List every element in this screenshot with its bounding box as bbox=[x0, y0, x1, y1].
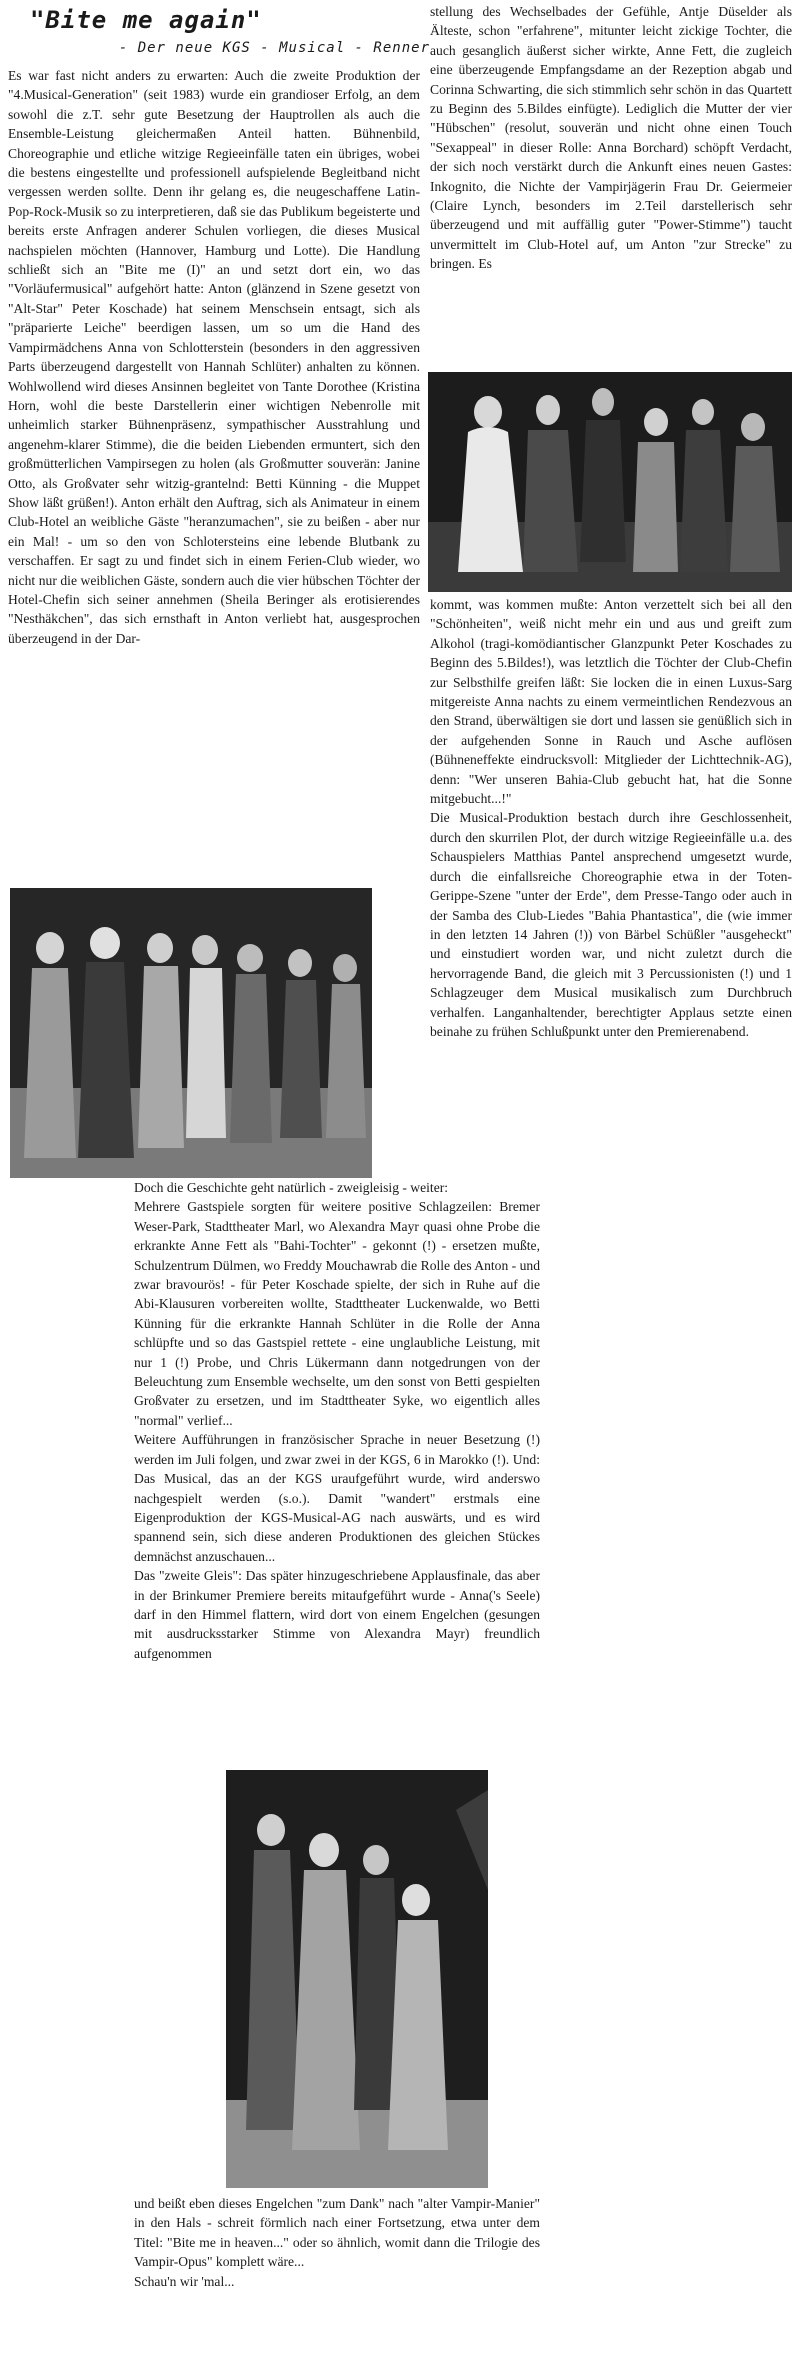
paragraph: Schau'n wir 'mal... bbox=[134, 2273, 235, 2289]
text-column-2 bbox=[430, 2, 792, 368]
paragraph: Mehrere Gastspiele sorgten für weitere positive Schlagzeilen: Bremer Weser-Park, Stadttheater Marl, wo Alexandra Mayr quasi ohne Probe die erkrankte Anne Fett als "Bahi-Tochter" - gekonnt (!) - ersetzen mußte, Schulzentrum Dülmen, wo Freddy Mouchawrab die Rolle des Anton - und zwar bravourös! - für Peter Koschade spielte, der sich in Ruhe auf die Abi-Klausuren vorbereiten wollte, Stadttheater Luckenwalde, wo Betti Künning für die erkrankte Hannah Schlüter in die Rolle der Anna schlüpfte und so das Gastspiel rettete - eine unglaubliche Leistung, mit nur 1 (!) Probe, und Chris Lükermann dann notgedrungen von der Beleuchtung zum Ensemble wechselte, um den sonst von Betti gespielten Großvater zu ersetzen, und im Stadttheater Syke, wo eigentlich alles "normal" verlief... bbox=[134, 1199, 540, 1428]
text-column-1 bbox=[8, 66, 420, 886]
text-column-5 bbox=[134, 2194, 540, 2359]
text-column-3 bbox=[430, 595, 792, 1175]
paragraph: Das "zweite Gleis": Das später hinzugeschriebene Applausfinale, das aber in der Brinkumer Premiere bereits mitaufgeführt wurde - Anna('s Seele) darf in den Himmel flattern, wird dort von einem Engelchen (gesungen mit ausdrucksstarker Stimme von Alexandra Mayr) freundlich aufgenommen bbox=[134, 1568, 540, 1661]
stage-photo-angel-finale bbox=[226, 1770, 488, 2188]
text-column-4 bbox=[134, 1178, 540, 1758]
paragraph: kommt, was kommen mußte: Anton verzettelt sich bei all den "Schönheiten", weiß nicht mehr ein und aus und greift zum Alkohol (tragi-komödiantischer Glanzpunkt Peter Koschades zu Beginn des 5.Bildes!), was letztlich die Töchter der Club-Chefin zur Selbsthilfe greifen läßt: Sie locken die in einen Luxus-Sarg mitgereiste Anna nachts zu einem vermeintlichen Rendezvous an den Strand, überwältigen sie dort und lassen sie genüßlich sich in der aufgehenden Sonne in Rauch und Asche auflösen (Bühneneffekte eindrucksvoll: Mitglieder der Lichttechnik-AG), denn: "Wer unseren Bahia-Club gebucht hat, hat die Sonne mitgebucht...!" bbox=[430, 597, 792, 807]
stage-photo-ensemble bbox=[428, 372, 792, 592]
paragraph: Weitere Aufführungen in französischer Sprache in neuer Besetzung (!) werden im Juli folgen, und zwar zwei in der KGS, 6 in Marokko (!). Und: Das Musical, das an der KGS uraufgeführt wurde, wird anderswo nachgespielt werden (s.o.). Damit "wandert" erstmals eine Eigenproduktion der KGS-Musical-AG nach auswärts, und es wird spannend sein, sich diese anderen Produktionen des gleichen Stückes demnächst anzuschauen... bbox=[134, 1432, 540, 1564]
paragraph: und beißt eben dieses Engelchen "zum Dank" nach "alter Vampir-Manier" in den Hals - schreit förmlich nach einer Fortsetzung, etwa unter dem Titel: "Bite me in heaven..." oder so ähnlich, womit dann die Trilogie des Vampir-Opus" komplett wäre... bbox=[134, 2196, 540, 2270]
paragraph: Es war fast nicht anders zu erwarten: Auch die zweite Produktion der "4.Musical-Generation" (seit 1983) wurde ein grandioser Erfolg, an dem sowohl die z.T. sehr gute Besetzung der Hauptrollen als auch die Ensemble-Leistung gleichermaßen Anteil hatten. Bühnenbild, Choreographie und etliche witzige Regieeinfälle taten ein übriges, wobei die bestens eingestellte und professionell aufspielende Begleitband nicht vergessen werden sollte. Denn ihr gelang es, die neugeschaffene Latin-Pop-Rock-Musik so zu interpretieren, daß sie das Publikum begeisterte und bereits erste Anfragen anderer Schulen vorliegen, die dieses Musical nachspielen möchten (Hannover, Hamburg und Lotte). Die Handlung schließt sich an "Bite me (I)" an und setzt dort ein, wo das "Vorläufermusical" aufgehört hatte: Anton (glänzend in Szene gesetzt von "Alt-Star" Peter Koschade) hat seinem Menschsein entsagt, sich als "präparierte Leiche" beerdigen lassen, um so um die Hand des Vampirmädchens Anna von Schlotterstein (besonders in den aggressiven Parts überzeugend dargestellt von Hannah Schlüter) anhalten zu können. Wohlwollend wird dieses Ansinnen begleitet von Tante Dorothee (Kristina Horn, wohl die beste Darstellerin einer wichtigen Nebenrolle mit unheimlich starker Bühnenpräsenz, sympathischer Ausstrahlung und angenehm-klarer Stimme), die die beiden Liebenden ermuntert, sich den großmütterlichen Vampirsegen zu holen (als Großmutter souverän: Janine Otto, als Großvater sehr witzig-grantelnd: Betti Künning - die Muppet Show läßt grüßen!). Anton erhält den Auftrag, sich als Animateur in einem Club-Hotel an weibliche Gäste "heranzumachen", sie zu beißen - aber nur ein Mal! - um so den von Schlotersteins eine lebende Blutbank zu verschaffen. Er sagt zu und findet sich in einem Ferien-Club wieder, wo nicht nur die weiblichen Gäste, sondern auch die vier hübschen Töchter der Hotel-Chefin sich seiner annehmen (Sheila Beringer als erotisierendes "Nesthäkchen", das sich ernsthaft in Anton verliebt hat, ausgesprochen überzeugend in der Dar- bbox=[8, 68, 420, 646]
article-subtitle: - Der neue KGS - Musical - Renner bbox=[118, 40, 430, 56]
paragraph: Die Musical-Produktion bestach durch ihre Geschlossenheit, durch den skurrilen Plot, der durch witzige Regieeinfälle u.a. des Schauspielers Matthias Pantel ansprechend umgesetzt wurde, durch die einfallsreiche Choreographie etwa in der Toten-Gerippe-Szene "unter der Erde", dem Presse-Tango oder auch in der Samba des Club-Liedes "Bahia Phantastica", die (wie immer in den letzten 14 Jahren (!)) von Bärbel Schüßler "ausgeheckt" und einstudiert worden war, und nicht zuletzt durch die hervorragende Band, die gleich mit 3 Percussionisten (!) und 1 Schlagzeuger dem Musical musikalisch zum Durchbruch verhalfen. Langanhaltender, berechtigter Applaus setzte einen beinahe zu frühen Schlußpunkt unter den Premierenabend. bbox=[430, 810, 792, 1039]
article-title: "Bite me again" bbox=[30, 6, 262, 34]
paragraph: Doch die Geschichte geht natürlich - zweigleisig - weiter: bbox=[134, 1180, 449, 1195]
paragraph: stellung des Wechselbades der Gefühle, Antje Düselder als Älteste, schon "erfahrene", mitunter leicht zickige Tochter, die auch gesanglich äußerst sicher wirkte, Anne Fett, die zugleich eine überzeugende Empfangsdame an der Rezeption abgab und Corinna Schwarting, die sich stimmlich sehr schön in das Quartett zu Beginn des 5.Bildes einfügte). Lediglich die Mutter der vier "Hübschen" (resolut, souverän und nicht ohne einen Touch "Sexappeal" in dieser Rolle: Anna Borchard) schöpft Verdacht, der sich noch verstärkt durch die Ankunft eines neuen Gastes: Inkognito, die Nichte der Vampirjägerin Frau Dr. Geiermeier (Claire Lynch, besonders im 2.Teil darstellerisch sehr überzeugend und mit auffällig guter "Power-Stimme") taucht unvermittelt im Club-Hotel auf, um Anton "zur Strecke" zu bringen. Es bbox=[430, 4, 792, 272]
stage-photo-daughters bbox=[10, 888, 372, 1178]
